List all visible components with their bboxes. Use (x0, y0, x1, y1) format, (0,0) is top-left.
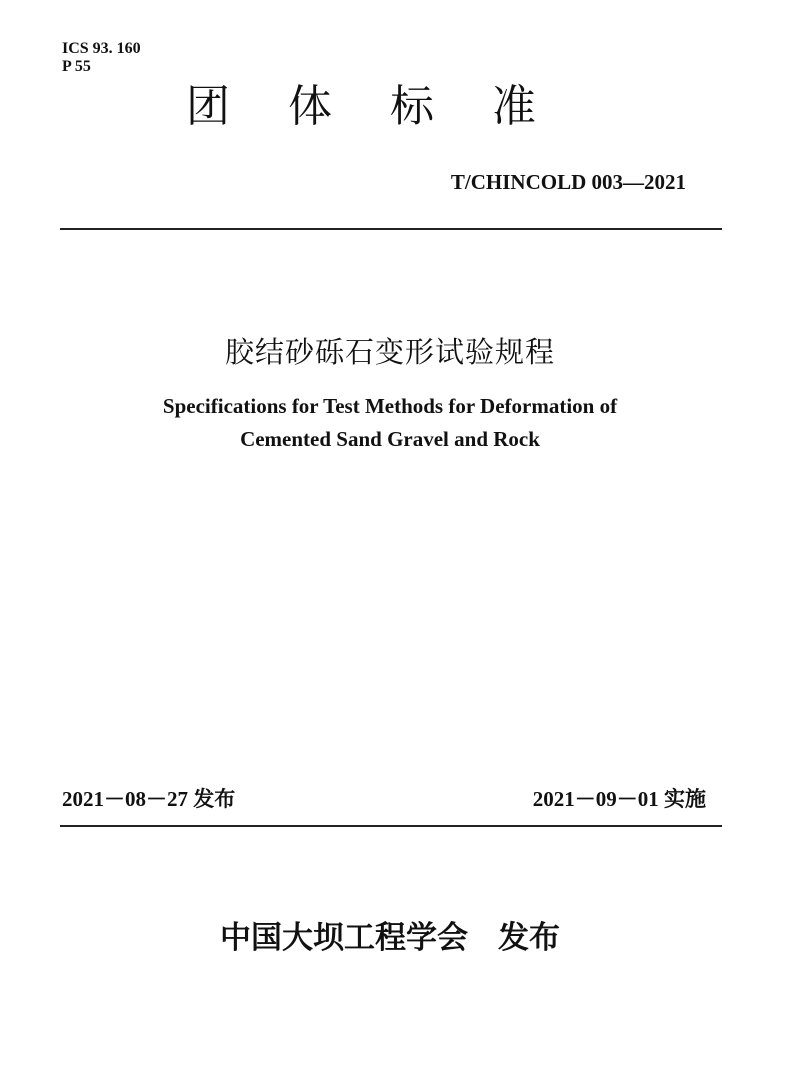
english-title-line2: Cemented Sand Gravel and Rock (240, 427, 540, 451)
english-title-line1: Specifications for Test Methods for Deformation of (162, 394, 618, 418)
group-standard-heading: 团体标准 (186, 81, 594, 132)
implementation-date: 2021－09－01 实施 (532, 787, 706, 811)
classification-code: P 55 (62, 58, 91, 75)
release-date: 2021－08－27 发布 (62, 787, 236, 811)
publisher-line (0, 912, 780, 957)
publish-label: 发布 (498, 920, 560, 955)
bottom-divider (60, 825, 722, 827)
chinese-title: 胶结砂砾石变形试验规程 (224, 335, 555, 369)
publisher-name: 中国大坝工程学会 (220, 920, 468, 955)
standard-code: T/CHINCOLD 003—2021 (450, 170, 686, 194)
top-divider (60, 228, 722, 230)
ics-code: ICS 93. 160 (62, 40, 141, 57)
